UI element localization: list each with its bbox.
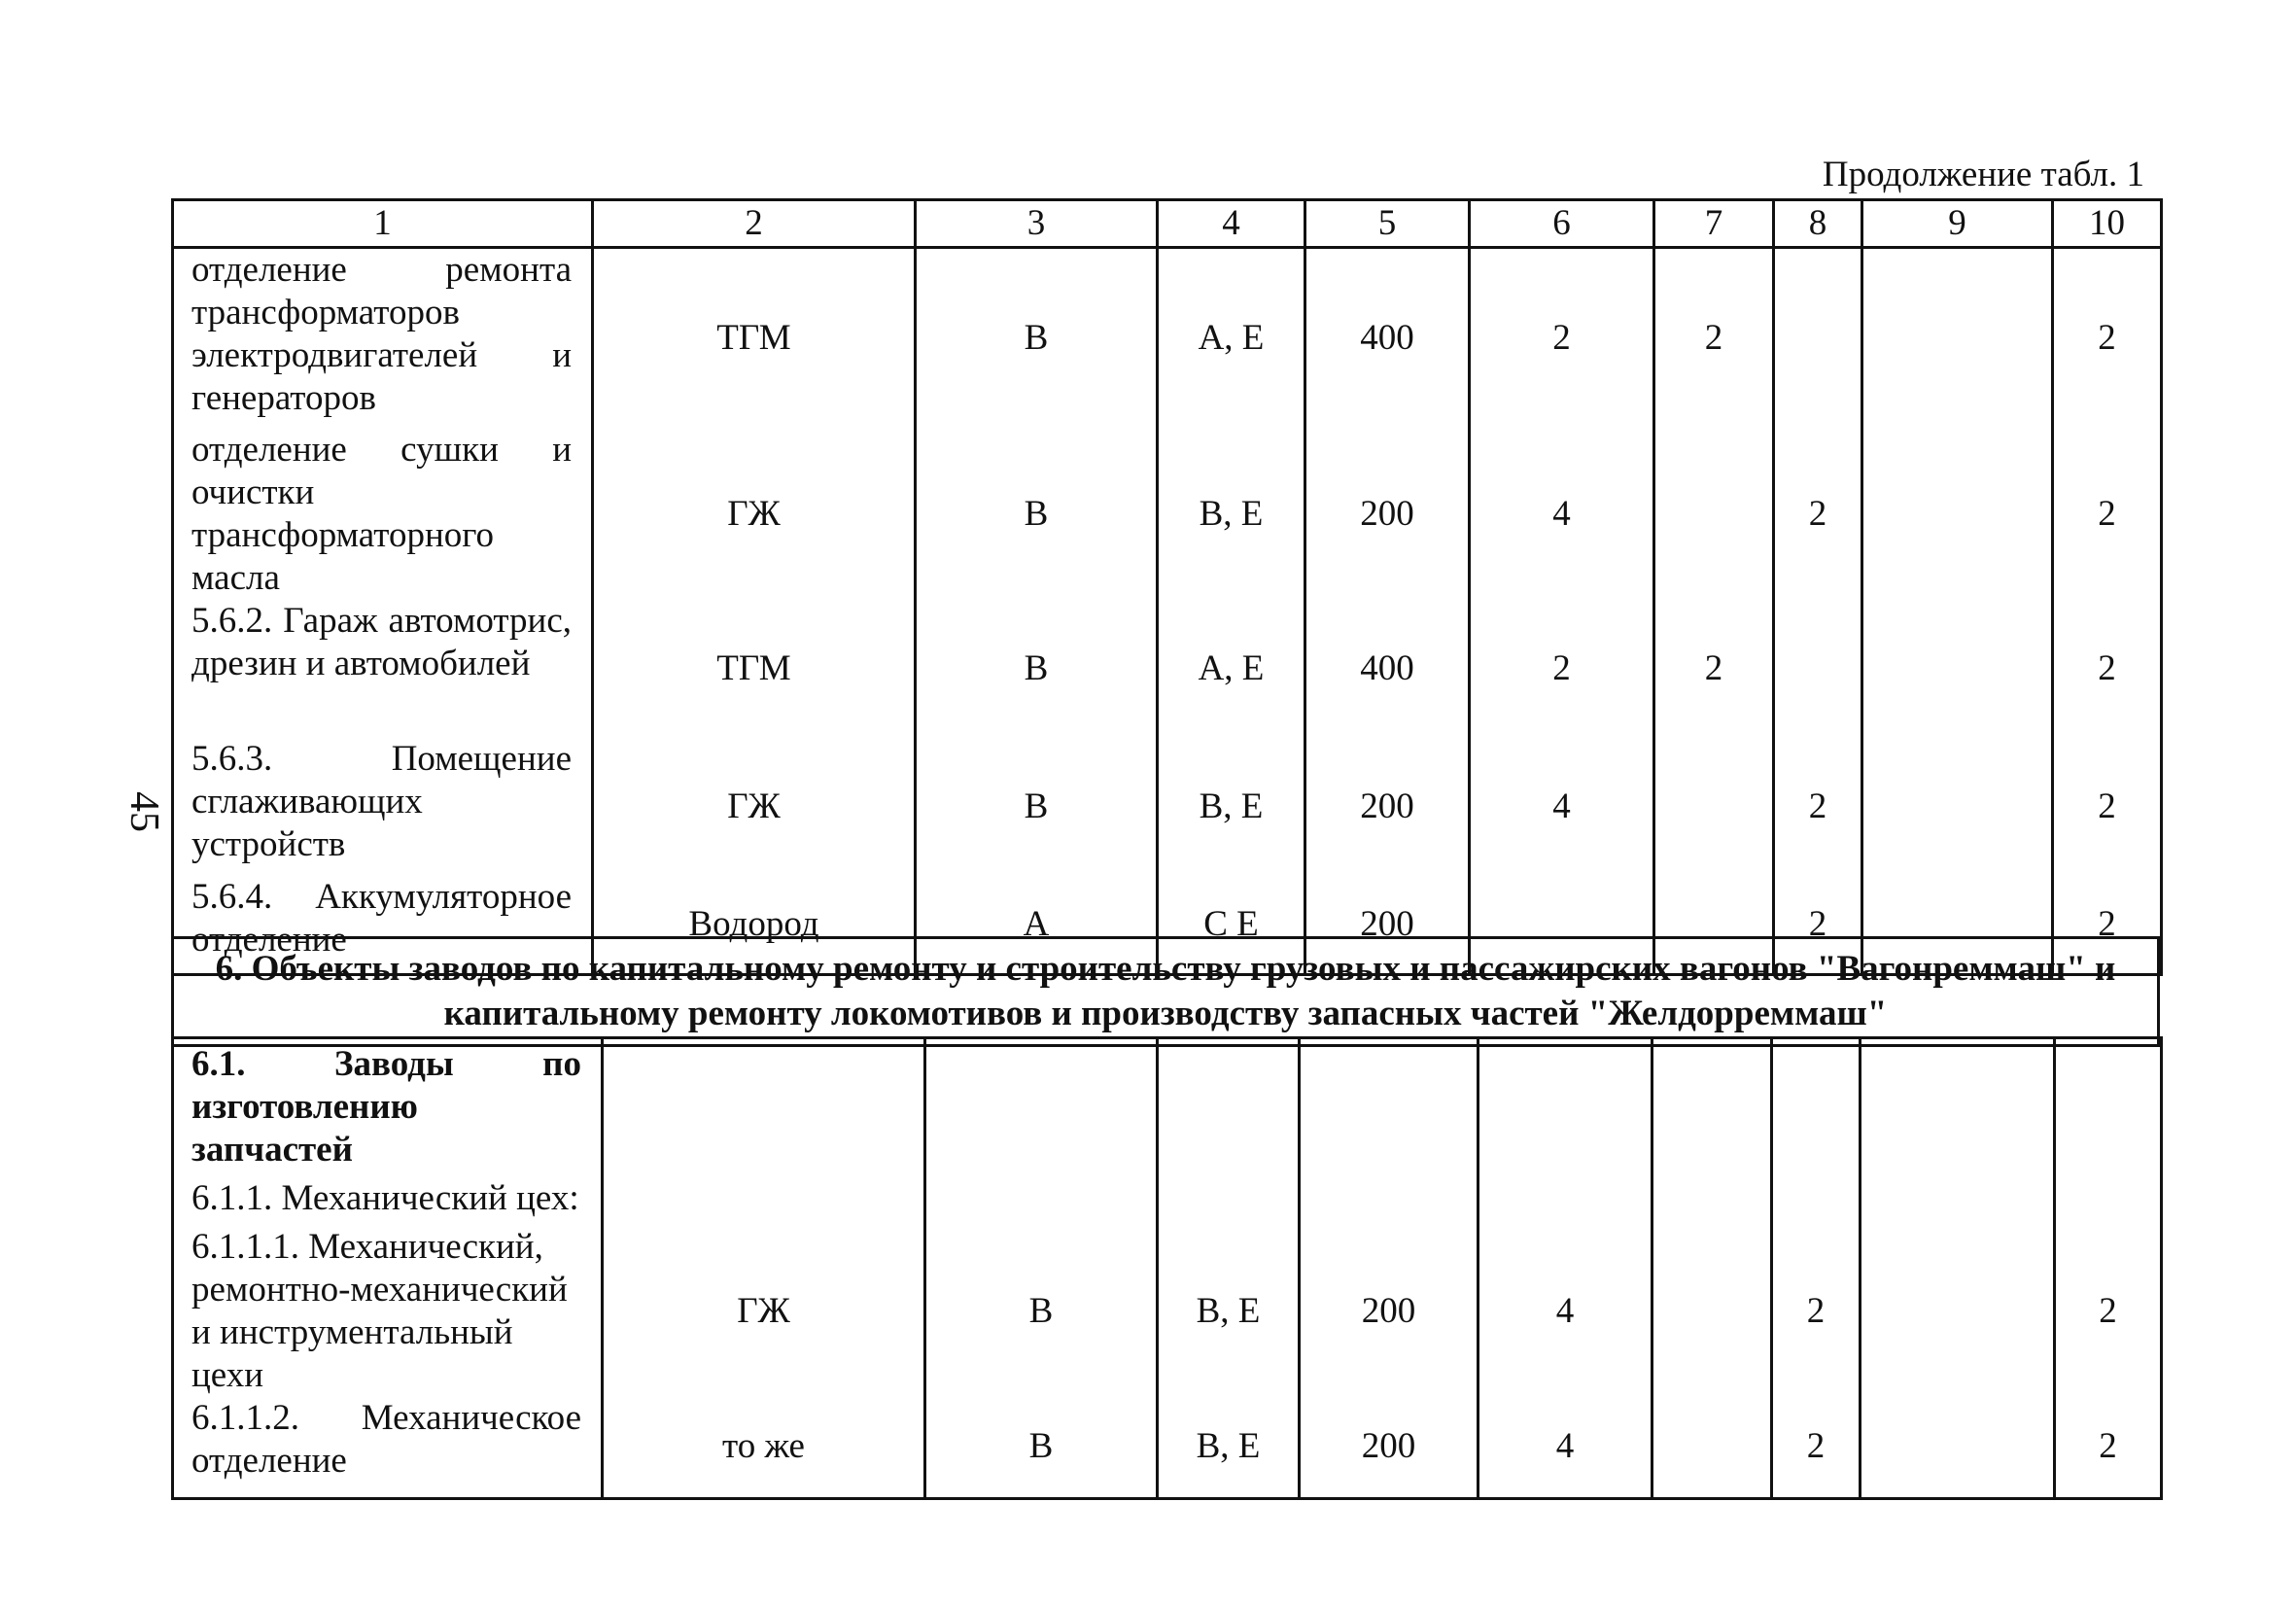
header-cell: 3: [916, 200, 1158, 248]
cell: 2: [1772, 1226, 1861, 1397]
header-cell: 10: [2053, 200, 2162, 248]
cell: В: [916, 429, 1158, 600]
cell: [1652, 1226, 1772, 1397]
cell: [1652, 1397, 1772, 1498]
row-name: 5.6.4. Аккумуляторное отделение: [173, 876, 593, 975]
header-cell: 4: [1158, 200, 1305, 248]
cell: 2: [2053, 876, 2162, 975]
row-name: 5.6.2. Гараж автомотрис, дрезин и автомобилей: [173, 600, 593, 738]
row-name: 6.1. Заводы по изготовлению запчастей: [173, 1038, 603, 1178]
cell: 2: [2053, 248, 2162, 429]
table-continuation-caption: Продолжение табл. 1: [1822, 155, 2144, 194]
page-number: 45: [122, 791, 166, 832]
section-row: [173, 938, 2159, 1046]
cell: [1300, 1177, 1478, 1226]
header-cell: 7: [1654, 200, 1774, 248]
cell: В: [916, 600, 1158, 738]
cell: [1652, 1038, 1772, 1178]
cell: 2: [2055, 1397, 2162, 1498]
header-cell: 6: [1470, 200, 1654, 248]
cell: 2: [2053, 600, 2162, 738]
row-name: 6.1.1.1. Механический, ремонтно-механический и инструментальный цехи: [173, 1226, 603, 1397]
cell: ГЖ: [593, 429, 916, 600]
row-name: отделение сушки и очистки трансформаторного масла: [173, 429, 593, 600]
header-cell: 5: [1305, 200, 1470, 248]
cell: С Е: [1158, 876, 1305, 975]
cell: ГЖ: [593, 738, 916, 876]
cell: В: [925, 1226, 1158, 1397]
cell: [1654, 738, 1774, 876]
table-row: [173, 1038, 2162, 1178]
cell: ТГМ: [593, 600, 916, 738]
cell: ТГМ: [593, 248, 916, 429]
header-cell: 9: [1862, 200, 2053, 248]
cell: В: [925, 1397, 1158, 1498]
cell: [925, 1038, 1158, 1178]
cell: [1478, 1177, 1652, 1226]
table-lower: [171, 1036, 2163, 1500]
cell: А, Е: [1158, 248, 1305, 429]
cell: 2: [1470, 248, 1654, 429]
cell: [1158, 1177, 1300, 1226]
cell: [2055, 1177, 2162, 1226]
table-row: [173, 429, 2162, 600]
row-name: отделение ремонта трансформаторов электродвигателей и генераторов: [173, 248, 593, 429]
cell: [1654, 429, 1774, 600]
cell: 4: [1470, 429, 1654, 600]
table-row: [173, 1177, 2162, 1226]
cell: Водород: [593, 876, 916, 975]
cell: В, Е: [1158, 1226, 1300, 1397]
cell: [1774, 248, 1862, 429]
cell: 400: [1305, 248, 1470, 429]
cell: ГЖ: [603, 1226, 925, 1397]
cell: 2: [1774, 429, 1862, 600]
cell: [1300, 1038, 1478, 1178]
table-row: [173, 1226, 2162, 1397]
header-cell: 8: [1774, 200, 1862, 248]
cell: [1861, 1177, 2055, 1226]
row-name: 6.1.1.2. Механическое отделение: [173, 1397, 603, 1498]
cell: 2: [1470, 600, 1654, 738]
cell: В: [916, 738, 1158, 876]
cell: [1862, 600, 2053, 738]
cell: [1772, 1177, 1861, 1226]
cell: 200: [1300, 1226, 1478, 1397]
cell: [1862, 248, 2053, 429]
cell: [1774, 600, 1862, 738]
cell: 400: [1305, 600, 1470, 738]
cell: [1158, 1038, 1300, 1178]
row-name: 5.6.3. Помещение сглаживающих устройств: [173, 738, 593, 876]
header-cell: 1: [173, 200, 593, 248]
table-upper: [171, 198, 2163, 976]
cell: В, Е: [1158, 429, 1305, 600]
table-row: [173, 600, 2162, 738]
cell: [603, 1038, 925, 1178]
cell: 2: [1774, 738, 1862, 876]
cell: [1861, 1038, 2055, 1178]
cell: [1478, 1038, 1652, 1178]
cell: 2: [1772, 1397, 1861, 1498]
table-row: [173, 1397, 2162, 1498]
cell: В, Е: [1158, 738, 1305, 876]
cell: [1652, 1177, 1772, 1226]
cell: 4: [1478, 1226, 1652, 1397]
cell: 4: [1470, 738, 1654, 876]
section-table: [171, 936, 2160, 1047]
cell: 2: [2053, 429, 2162, 600]
header-row: [173, 200, 2162, 248]
cell: [1862, 738, 2053, 876]
cell: [1772, 1038, 1861, 1178]
cell: 200: [1305, 876, 1470, 975]
cell: [1861, 1226, 2055, 1397]
cell: А: [916, 876, 1158, 975]
cell: то же: [603, 1397, 925, 1498]
cell: 200: [1305, 429, 1470, 600]
section-title: 6. Объекты заводов по капитальному ремонту и строительству грузовых и пассажирских вагонов "Вагонреммаш" и капитальному ремонту локомотивов и производству запасных частей "Желдорреммаш": [173, 938, 2159, 1046]
cell: 2: [1774, 876, 1862, 975]
cell: В, Е: [1158, 1397, 1300, 1498]
cell: [1862, 429, 2053, 600]
cell: [603, 1177, 925, 1226]
cell: 2: [2053, 738, 2162, 876]
cell: [2055, 1038, 2162, 1178]
table-row: [173, 248, 2162, 429]
cell: 200: [1300, 1397, 1478, 1498]
cell: А, Е: [1158, 600, 1305, 738]
table-row: [173, 738, 2162, 876]
cell: [1861, 1397, 2055, 1498]
cell: 2: [2055, 1226, 2162, 1397]
cell: 200: [1305, 738, 1470, 876]
cell: [925, 1177, 1158, 1226]
cell: 2: [1654, 600, 1774, 738]
header-cell: 2: [593, 200, 916, 248]
cell: В: [916, 248, 1158, 429]
cell: 2: [1654, 248, 1774, 429]
row-name: 6.1.1. Механический цех:: [173, 1177, 603, 1226]
cell: 4: [1478, 1397, 1652, 1498]
